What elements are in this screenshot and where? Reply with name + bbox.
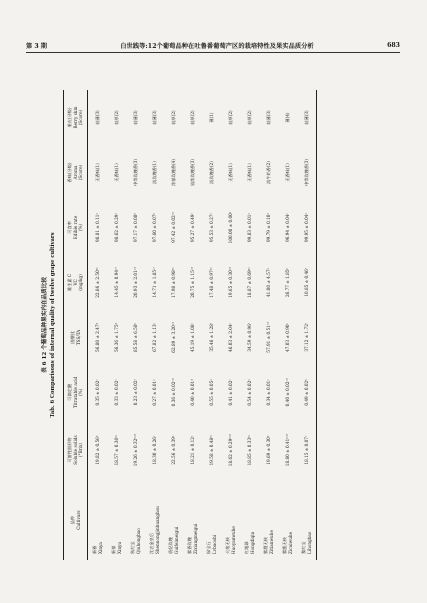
- titratable-acid-cell: 0.40 ± 0.01ᵈ: [189, 379, 195, 406]
- berry-skin-cell: 薄(1): [208, 112, 214, 123]
- table-row: [183, 90, 202, 560]
- soluble-solids-cell: 18.57 ± 0.36ᵇᶜ: [113, 434, 119, 466]
- berry-skin-cell: 薄(4): [284, 112, 290, 123]
- tss-ta-cell: 46.03 ± 2.04ᵉ: [227, 322, 233, 352]
- aroma-cell: 中等玫瑰香(3): [132, 159, 138, 186]
- soluble-solids-cell: 19.26 ± 0.32ᵇᶜᵈ: [132, 433, 138, 467]
- table-row: [221, 90, 240, 560]
- aroma-cell: 较浓玫瑰香(3): [189, 159, 195, 186]
- cultivar-name-cn: 秋红宝: [130, 541, 136, 554]
- edible-rate-cell: 97.42 ± 0.02ᶜᵈ: [170, 212, 176, 243]
- soluble-solids-cell: 22.56 ± 0.39ᵃ: [170, 435, 176, 465]
- titratable-acid-cell: 0.34 ± 0.01ᶜ: [265, 379, 271, 406]
- soluble-solids-cell: 18.15 ± 0.07ᶜ: [297, 420, 317, 480]
- cultivar-name-en: Zitianwuhe: [268, 530, 274, 554]
- aroma-cell: 无香味(1): [94, 163, 100, 182]
- berry-skin-cell: 较薄(3): [151, 110, 157, 125]
- cultivar-cell: [221, 480, 240, 560]
- soluble-solids-cell: 18.80 ± 0.41ᵇᶜᵈ: [284, 433, 290, 467]
- col-cultivar: 品种 Cultivars: [64, 480, 88, 560]
- table-row: [145, 90, 164, 560]
- cultivar-name-en: Lihongbao: [306, 531, 312, 554]
- rotated-table: [38, 80, 398, 570]
- cultivar-name-cn: 紫甜无核: [263, 537, 269, 554]
- berry-skin-cell: 较薄(3): [132, 110, 138, 125]
- edible-rate-cell: 100.00 ± 0.00ᵃ: [227, 211, 233, 244]
- cultivar-cell: [88, 480, 108, 560]
- edible-rate-cell: 95.53 ± 0.27ᵉ: [208, 212, 214, 243]
- cultivar-name-en: Xinya: [97, 542, 103, 554]
- table-title-en: Tab. 6 Comparisons of internal quality of twelve grape cultivars: [49, 232, 56, 418]
- quality-table: [63, 90, 317, 560]
- cultivar-name-cn: 紫脆无核: [282, 537, 288, 554]
- cultivar-name-en: Zicuiwuhe: [287, 531, 293, 554]
- page-number: 683: [387, 41, 400, 49]
- cultivar-name-cn: 贵妃玫瑰: [168, 537, 174, 554]
- vc-cell: 20.93 ± 2.01ᶜᵈ: [132, 267, 138, 298]
- cultivar-name-cn: 绿宝石: [206, 541, 212, 554]
- titratable-acid-cell: 0.54 ± 0.02ᵃ: [246, 379, 252, 406]
- tss-ta-cell: 47.03 ± 0.90ᵉ: [284, 322, 290, 352]
- table-row: [126, 90, 145, 560]
- aroma-cell: 无香味(1): [246, 163, 252, 182]
- cultivar-name-en: Hongdiqiu: [249, 531, 255, 554]
- edible-rate-cell: 96.94 ± 0.04ᶜ: [284, 212, 290, 242]
- cultivar-name-en: Guifeimeigui: [173, 526, 179, 554]
- edible-rate-cell: 95.27 ± 0.49ᵉ: [189, 212, 195, 243]
- tss-ta-cell: 67.82 ± 1.13ᶜ: [151, 322, 157, 352]
- table-caption: [42, 80, 57, 570]
- edible-rate-cell: 97.60 ± 0.07ᵇ: [151, 212, 157, 243]
- tss-ta-cell: 35.46 ± 1.28ᶠ: [208, 323, 214, 352]
- soluble-solids-cell: 18.85 ± 0.33ᵇᶜ: [246, 434, 252, 466]
- aroma-cell: 淡玫瑰香(1): [151, 161, 157, 184]
- col-edible-rate: 可食率 Edible rate (%): [64, 200, 88, 255]
- tss-ta-cell: 57.91 ± 0.51ᶜᵈ: [265, 322, 271, 353]
- table-body: [88, 90, 317, 560]
- vc-cell: 26.77 ± 1.85ᵇ: [284, 267, 290, 298]
- table-row: [88, 90, 108, 560]
- cultivar-name-en: Zixiangmeigui: [192, 523, 198, 554]
- table-row: [107, 90, 126, 560]
- table-header-row: [64, 90, 88, 560]
- cultivar-name-cn: 火焰无核: [225, 537, 231, 554]
- titratable-acid-cell: 0.41 ± 0.02ᶜ: [227, 379, 233, 406]
- col-berry-skin: 果皮(分级) Berry skin (Score): [64, 90, 88, 145]
- vc-cell: 17.98 ± 0.98ᵈᵉ: [170, 267, 176, 298]
- edible-rate-cell: 98.62 ± 0.29ᵃ: [113, 212, 119, 243]
- rotated-table-area: [38, 80, 398, 570]
- soluble-solids-cell: 19.82 ± 0.56ᵇ: [94, 435, 100, 465]
- tss-ta-cell: 56.80 ± 2.47ᵈ: [94, 322, 100, 352]
- vc-cell: 14.71 ± 1.85ᵉᶠ: [151, 267, 157, 298]
- titratable-acid-cell: 0.33 ± 0.02ᶜ: [113, 379, 119, 406]
- berry-skin-cell: 较薄(3): [94, 110, 100, 125]
- vc-cell: 17.48 ± 0.97ᵈᵉ: [208, 267, 214, 298]
- edible-rate-cell: 97.17 ± 0.08ᵇ: [132, 212, 138, 243]
- cultivar-name-en: Shennongjinhuanghou: [154, 506, 160, 554]
- table-row: [259, 90, 278, 560]
- soluble-solids-cell: 18.62 ± 0.29ᵇᶜᵈ: [227, 433, 233, 467]
- table-row: [278, 90, 297, 560]
- cultivar-cell: [297, 480, 317, 560]
- berry-skin-cell: 较厚(2): [113, 110, 119, 125]
- soluble-solids-cell: 18.21 ± 0.12ᶜ: [189, 435, 195, 465]
- aroma-cell: 淡玫瑰香(2): [208, 161, 214, 184]
- table-row: [240, 90, 259, 560]
- col-aroma: 香味(分级) Aroma (Score): [64, 145, 88, 200]
- cultivar-name-en: Huoyanwuhe: [230, 526, 236, 554]
- cultivar-name-en: Lvbaoshi: [211, 534, 217, 554]
- cultivar-name-cn: 新郁: [111, 545, 117, 554]
- running-title: 白世践等:12个葡萄品种在吐鲁番葡萄产区的栽培特性及果实品质分析: [120, 42, 314, 50]
- cultivar-cell: [164, 480, 183, 560]
- cultivar-cell: [240, 480, 259, 560]
- edible-rate-cell: 99.83 ± 0.01ᵃ: [246, 212, 252, 243]
- cultivar-cell: [126, 480, 145, 560]
- aroma-cell: 无香味(1): [227, 163, 233, 182]
- edible-rate-cell: 99.79 ± 0.10ᵃ: [265, 212, 271, 243]
- vc-cell: 19.65 ± 0.30ᶜᵈ: [227, 267, 233, 298]
- table-title-cn: 表 6 12 个葡萄品种果实内在品质比较: [42, 277, 48, 373]
- berry-skin-cell: 较薄(3): [265, 110, 271, 125]
- aroma-cell: 无香味(1): [113, 163, 119, 182]
- titratable-acid-cell: 0.40 ± 0.02ᶜᵈ: [284, 378, 290, 407]
- tss-ta-cell: 62.89 ± 3.20ᶜᵈ: [170, 322, 176, 353]
- aroma-cell: 浓郁玫瑰香(4): [170, 159, 176, 186]
- cultivar-name-en: Xinyu: [116, 541, 122, 554]
- table-row: [297, 90, 317, 560]
- titratable-acid-cell: 0.35 ± 0.02ᶜ: [94, 379, 100, 406]
- col-tss-ta: 固酸比 TSS/TA: [64, 310, 88, 365]
- cultivar-name-cn: 沈农金皇后: [149, 533, 155, 554]
- vc-cell: 22.86 ± 2.50ᵇᶜ: [94, 267, 100, 298]
- aroma-cell: 中等玫瑰香(3): [297, 145, 317, 200]
- berry-skin-cell: 较薄(3): [297, 90, 317, 145]
- col-vc: 维生素 C VC (mg/kg): [64, 255, 88, 310]
- cultivar-name-cn: 红地球: [244, 541, 250, 554]
- berry-skin-cell: 较厚(2): [246, 110, 252, 125]
- titratable-acid-cell: 0.49 ± 0.02ᵇ: [297, 365, 317, 420]
- cultivar-cell: [183, 480, 202, 560]
- tss-ta-cell: 34.59 ± 0.96ᶠ: [246, 323, 252, 352]
- cultivar-cell: [278, 480, 297, 560]
- tss-ta-cell: 37.12 ± 1.72ᶠ: [297, 310, 317, 365]
- soluble-solids-cell: 19.58 ± 0.48ᵇᶜ: [208, 434, 214, 466]
- titratable-acid-cell: 0.23 ± 0.02ᶠ: [132, 379, 138, 406]
- tss-ta-cell: 45.19 ± 1.08ᵉ: [189, 322, 195, 352]
- titratable-acid-cell: 0.27 ± 0.01ᵉ: [151, 379, 157, 406]
- edible-rate-cell: 98.81 ± 0.11ᵃ: [94, 212, 100, 243]
- edible-rate-cell: 99.95 ± 0.04ᵃ: [297, 200, 317, 255]
- berry-skin-cell: 较厚(2): [189, 110, 195, 125]
- titratable-acid-cell: 0.36 ± 0.02ᶜᵈ: [170, 378, 176, 407]
- cultivar-cell: [202, 480, 221, 560]
- vc-cell: 18.87 ± 0.69ᵈᵉ: [246, 267, 252, 298]
- col-titratable-acid: 可滴定酸 Titratable acid (%): [64, 365, 88, 420]
- page-header: [26, 38, 400, 53]
- cultivar-name-cn: 紫香玫瑰: [187, 537, 193, 554]
- tss-ta-cell: 85.58 ± 6.58ᵇ: [132, 322, 138, 352]
- cultivar-cell: [145, 480, 164, 560]
- vc-cell: 10.85 ± 0.46ᶠ: [297, 255, 317, 310]
- table-row: [164, 90, 183, 560]
- tss-ta-cell: 56.36 ± 1.75ᵈ: [113, 322, 119, 352]
- soluble-solids-cell: 19.69 ± 0.30ᵇ: [265, 435, 271, 465]
- vc-cell: 14.45 ± 0.94ᵉᶠ: [113, 267, 119, 298]
- cultivar-cell: [259, 480, 278, 560]
- soluble-solids-cell: 18.30 ± 0.26ᶜ: [151, 435, 157, 465]
- aroma-cell: 淡牛奶香(2): [265, 161, 271, 184]
- titratable-acid-cell: 0.55 ± 0.05ᵃ: [208, 379, 214, 406]
- vc-cell: 20.75 ± 1.15ᶜᵈ: [189, 267, 195, 298]
- cultivar-name-en: Qiuhongbao: [135, 528, 141, 554]
- table-row: [202, 90, 221, 560]
- berry-skin-cell: 较厚(2): [227, 110, 233, 125]
- cultivar-name-cn: 黎红宝: [301, 541, 307, 554]
- berry-skin-cell: 较厚(2): [170, 110, 176, 125]
- col-soluble-solids: 可溶性固形物 Soluble solids (°Brix): [64, 420, 88, 480]
- issue-number: 第 3 期: [26, 42, 47, 50]
- cultivar-name-cn: 新雅: [92, 545, 98, 554]
- aroma-cell: 无香味(1): [284, 163, 290, 182]
- vc-cell: 41.00 ± 4.57ᵃ: [265, 267, 271, 297]
- cultivar-cell: [107, 480, 126, 560]
